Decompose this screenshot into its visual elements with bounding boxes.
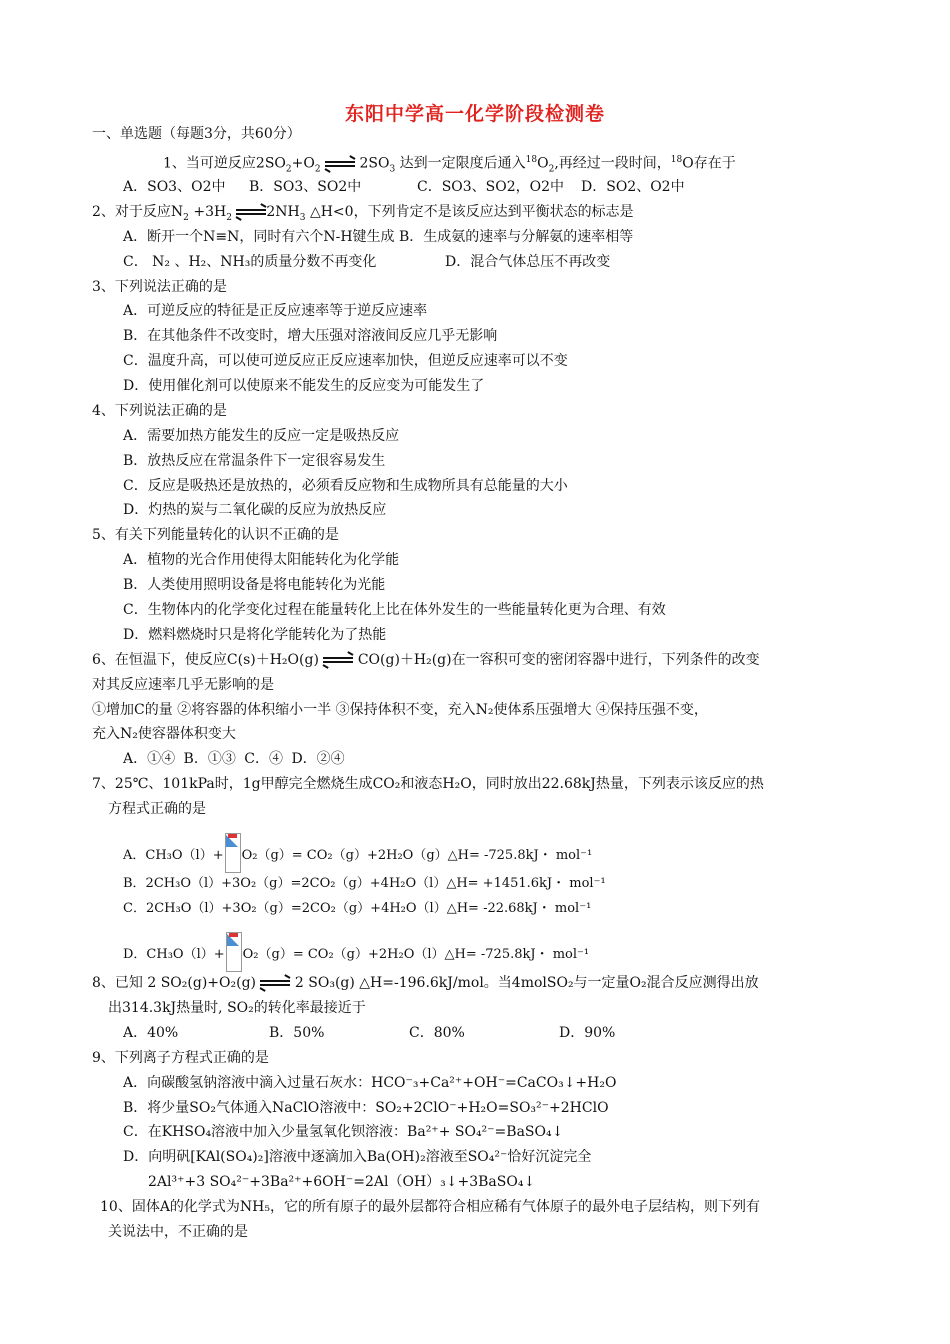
equilibrium-arrow-icon	[236, 207, 266, 217]
page-title: 东阳中学高一化学阶段检测卷	[344, 103, 605, 125]
question-1-options	[123, 177, 685, 197]
question-8-stem-line-2: 出314.3kJ热量时, SO₂的转化率最接近于	[108, 1000, 366, 1016]
question-1-stem: 1、当可逆反应$2SO_2+O_2$ $2SO_3$ 达到一定限度后通入$^{18}O_2$,再经过一段时间，$^{18}$O存在于	[163, 155, 736, 175]
equilibrium-arrow-icon	[260, 978, 290, 988]
question-6-options: A．①④ B．①③ C．④ D．②④	[123, 751, 345, 767]
equilibrium-arrow-icon	[325, 159, 355, 169]
question-5-option-d: D．燃料燃烧时只是将化学能转化为了热能	[123, 627, 387, 643]
option-a: A．40%	[123, 1025, 179, 1041]
option-c: C． N₂ 、H₂、NH₃的质量分数不再变化	[123, 254, 377, 270]
question-6-conditions-line-2: 充入N₂使容器体积变大	[92, 726, 236, 742]
option-b: B．50%	[269, 1025, 325, 1041]
question-2-option-cd	[123, 252, 610, 272]
question-2-stem: 2、对于反应$N_2 +3H_2$ $2NH_3$ △H<0，下列肯定不是该反应达到平衡状态的标志是	[92, 204, 634, 223]
fraction-image-icon	[225, 833, 241, 873]
question-4-stem: 4、下列说法正确的是	[92, 403, 227, 419]
question-6-stem-line-1: 6、在恒温下，使反应C(s)＋H₂O(g) CO(g)＋H₂(g)在一容积可变的密闭容器中进行，下列条件的改变	[92, 652, 760, 668]
question-8-stem-line-1: 8、已知 2 SO₂(g)+O₂(g) 2 SO₃(g) △H=-196.6kJ/mol。当4molSO₂与一定量O₂混合反应测得出放	[92, 975, 759, 991]
option-c: C．SO3、SO2，O2中	[417, 179, 565, 195]
question-2-option-ab: A．断开一个N≡N，同时有六个N-H键生成 B．生成氨的速率与分解氨的速率相等	[123, 229, 634, 245]
equilibrium-arrow-icon	[323, 655, 353, 665]
option-a: A．SO3、O2中	[123, 179, 226, 195]
question-5-stem: 5、有关下列能量转化的认识不正确的是	[92, 527, 339, 543]
question-9-option-d: D．向明矾[KAl(SO₄)₂]溶液中逐滴加入Ba(OH)₂溶液至SO₄²⁻恰好沉淀完全	[123, 1149, 592, 1165]
question-3-option-a: A．可逆反应的特征是正反应速率等于逆反应速率	[123, 303, 428, 319]
question-7-option-d: D．CH₃O（l）+ O₂（g）= CO₂（g）+2H₂O（l）△H= -725.8kJ・ mol⁻¹	[123, 932, 589, 972]
question-3-option-c: C．温度升高，可以使可逆反应正反应速率加快，但逆反应速率可以不变	[123, 353, 568, 369]
question-9-option-b: B．将少量SO₂气体通入NaClO溶液中：SO₂+2ClO⁻+H₂O=SO₃²⁻+2HClO	[123, 1100, 609, 1116]
question-6-stem-line-2: 对其反应速率几乎无影响的是	[92, 677, 274, 693]
option-d: D．90%	[559, 1025, 616, 1041]
question-9-option-a: A．向碳酸氢钠溶液中滴入过量石灰水：HCO⁻₃+Ca²⁺+OH⁻=CaCO₃↓+H₂O	[123, 1075, 617, 1091]
question-5-option-a: A．植物的光合作用使得太阳能转化为化学能	[123, 552, 400, 568]
question-3-option-d: D．使用催化剂可以使原来不能发生的反应变为可能发生了	[123, 378, 485, 394]
question-8-options	[123, 1023, 615, 1043]
question-7-stem-line-1: 7、25℃、101kPa时，1g甲醇完全燃烧生成CO₂和液态H₂O，同时放出22.68kJ热量，下列表示该反应的热	[92, 776, 764, 792]
question-9-stem: 9、下列离子方程式正确的是	[92, 1050, 269, 1066]
question-4-option-c: C．反应是吸热还是放热的，必须看反应物和生成物所具有总能量的大小	[123, 478, 568, 494]
question-5-option-b: B．人类使用照明设备是将电能转化为光能	[123, 577, 386, 593]
option-b: B．SO3、SO2中	[249, 179, 362, 195]
question-4-option-d: D．灼热的炭与二氧化碳的反应为放热反应	[123, 502, 387, 518]
option-d: D．SO2、O2中	[581, 179, 685, 195]
section-heading: 一、单选题（每题3分，共60分）	[92, 126, 301, 142]
question-10-stem-line-2: 关说法中，不正确的是	[108, 1224, 248, 1240]
fraction-image-icon	[226, 932, 242, 972]
question-4-option-a: A．需要加热方能发生的反应一定是吸热反应	[123, 428, 400, 444]
question-7-option-a: A．CH₃O（l）+ O₂（g）= CO₂（g）+2H₂O（g）△H= -725.8kJ・ mol⁻¹	[123, 833, 592, 873]
option-c: C．80%	[409, 1025, 465, 1041]
question-4-option-b: B．放热反应在常温条件下一定很容易发生	[123, 453, 386, 469]
question-7-option-b: B．2CH₃O（l）+3O₂（g）=2CO₂（g）+4H₂O（l）△H= +1451.6kJ・ mol⁻¹	[123, 876, 606, 891]
question-7-option-c: C．2CH₃O（l）+3O₂（g）=2CO₂（g）+4H₂O（l）△H= -22.68kJ・ mol⁻¹	[123, 901, 592, 916]
question-10-stem-line-1: 10、固体A的化学式为NH₅，它的所有原子的最外层都符合相应稀有气体原子的最外电子层结构，则下列有	[100, 1199, 760, 1215]
option-d: D．混合气体总压不再改变	[445, 254, 611, 270]
question-3-option-b: B．在其他条件不改变时，增大压强对溶液间反应几乎无影响	[123, 328, 498, 344]
question-6-conditions-line-1: ①增加C的量 ②将容器的体积缩小一半 ③保持体积不变，充入N₂使体系压强增大 ④保持压强不变，	[92, 702, 708, 718]
question-9-option-c: C．在KHSO₄溶液中加入少量氢氧化钡溶液：Ba²⁺+ SO₄²⁻=BaSO₄↓	[123, 1124, 564, 1140]
question-9-option-d-equation: 2Al³⁺+3 SO₄²⁻+3Ba²⁺+6OH⁻=2Al（OH）₃↓+3BaSO₄↓	[148, 1174, 536, 1190]
question-5-option-c: C．生物体内的化学变化过程在能量转化上比在体外发生的一些能量转化更为合理、有效	[123, 602, 666, 618]
question-7-stem-line-2: 方程式正确的是	[108, 801, 206, 817]
question-3-stem: 3、下列说法正确的是	[92, 279, 227, 295]
